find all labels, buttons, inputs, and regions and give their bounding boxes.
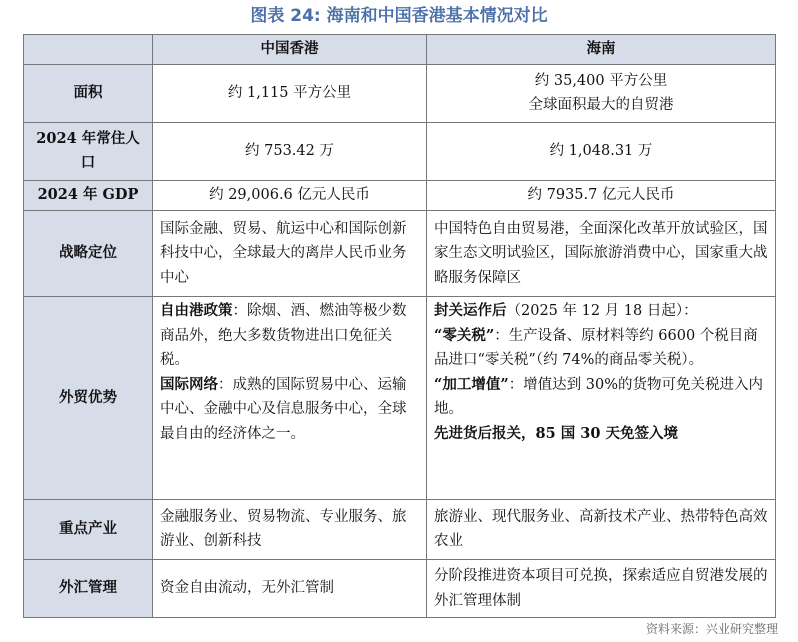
cell-trade-hongkong — [153, 297, 427, 499]
header-hainan: 海南 — [427, 35, 776, 65]
cell-area-hainan — [427, 64, 776, 122]
trade-hk-p1-heading: 自由港政策 — [160, 302, 233, 320]
trade-hn-p2-text: ：生产设备、原材料等约 6600 个税目商品进口“零关税”（约 74%的商品零关税）。 — [434, 327, 758, 369]
header-hongkong: 中国香港 — [153, 35, 427, 65]
row-industries — [24, 499, 776, 560]
trade-hn-paragraph-2 — [434, 324, 768, 373]
trade-hk-p2-text: ：成熟的国际贸易中心、运输中心、金融中心及信息服务中心，全球最自由的经济体之一。 — [160, 376, 407, 442]
trade-hk-paragraph-1 — [160, 299, 419, 373]
figure-title: 图表 24: 海南和中国香港基本情况对比 — [250, 6, 548, 26]
trade-hk-p2-heading: 国际网络 — [160, 375, 218, 393]
trade-hn-p2-heading: “零关税” — [434, 326, 495, 344]
trade-hn-paragraph-1 — [434, 299, 768, 324]
cell-forex-hainan: 分阶段推进资本项目可兑换，探索适应自贸港发展的外汇管理体制 — [427, 560, 776, 618]
cell-industries-hongkong: 金融服务业、贸易物流、专业服务、旅游业、创新科技 — [153, 499, 427, 560]
area-hainan-line2: 全球面积最大的自贸港 — [528, 97, 674, 114]
row-label-trade: 外贸优势 — [24, 297, 153, 499]
row-trade — [24, 297, 776, 499]
cell-positioning-hainan: 中国特色自由贸易港，全面深化改革开放试验区，国家生态文明试验区，国际旅游消费中心，国家重大战略服务保障区 — [427, 211, 776, 297]
cell-population-hongkong: 约 753.42 万 — [153, 122, 427, 181]
row-gdp — [24, 181, 776, 211]
comparison-table — [23, 34, 776, 618]
source-note: 资料来源：兴业研究整理 — [645, 622, 778, 636]
row-label-industries: 重点产业 — [24, 499, 153, 560]
row-positioning — [24, 211, 776, 297]
trade-hk-paragraph-2 — [160, 373, 419, 447]
cell-population-hainan: 约 1,048.31 万 — [427, 122, 776, 181]
cell-area-hongkong: 约 1,115 平方公里 — [153, 64, 427, 122]
row-label-population: 2024 年常住人口 — [24, 122, 153, 181]
header-row — [24, 35, 776, 65]
area-hainan-line1: 约 35,400 平方公里 — [534, 72, 668, 89]
cell-gdp-hainan: 约 7935.7 亿元人民币 — [427, 181, 776, 211]
trade-hn-p1-text: （2025 年 12 月 18 日起）： — [506, 303, 698, 320]
trade-hn-p3-heading: “加工增值” — [434, 375, 509, 393]
header-empty-cell — [24, 35, 153, 65]
trade-hn-p4-heading: 先进货后报关，85 国 30 天免签入境 — [434, 424, 678, 442]
row-label-gdp: 2024 年 GDP — [24, 181, 153, 211]
row-forex — [24, 560, 776, 618]
row-area — [24, 64, 776, 122]
row-label-area: 面积 — [24, 64, 153, 122]
cell-industries-hainan: 旅游业、现代服务业、高新技术产业、热带特色高效农业 — [427, 499, 776, 560]
trade-hn-paragraph-4 — [434, 422, 768, 447]
trade-hn-p1-heading: 封关运作后 — [434, 302, 507, 320]
trade-hn-paragraph-3 — [434, 373, 768, 422]
trade-hk-p1-text: ：除烟、酒、燃油等极少数商品外，绝大多数货物进出口免征关税。 — [160, 303, 407, 369]
row-label-forex: 外汇管理 — [24, 560, 153, 618]
cell-forex-hongkong: 资金自由流动，无外汇管制 — [153, 560, 427, 618]
cell-positioning-hongkong: 国际金融、贸易、航运中心和国际创新科技中心，全球最大的离岸人民币业务中心 — [153, 211, 427, 297]
row-population — [24, 122, 776, 181]
row-label-positioning: 战略定位 — [24, 211, 153, 297]
trade-hn-p3-text: ：增值达到 30%的货物可免关税进入内地。 — [434, 376, 764, 418]
cell-trade-hainan — [427, 297, 776, 499]
cell-gdp-hongkong: 约 29,006.6 亿元人民币 — [153, 181, 427, 211]
